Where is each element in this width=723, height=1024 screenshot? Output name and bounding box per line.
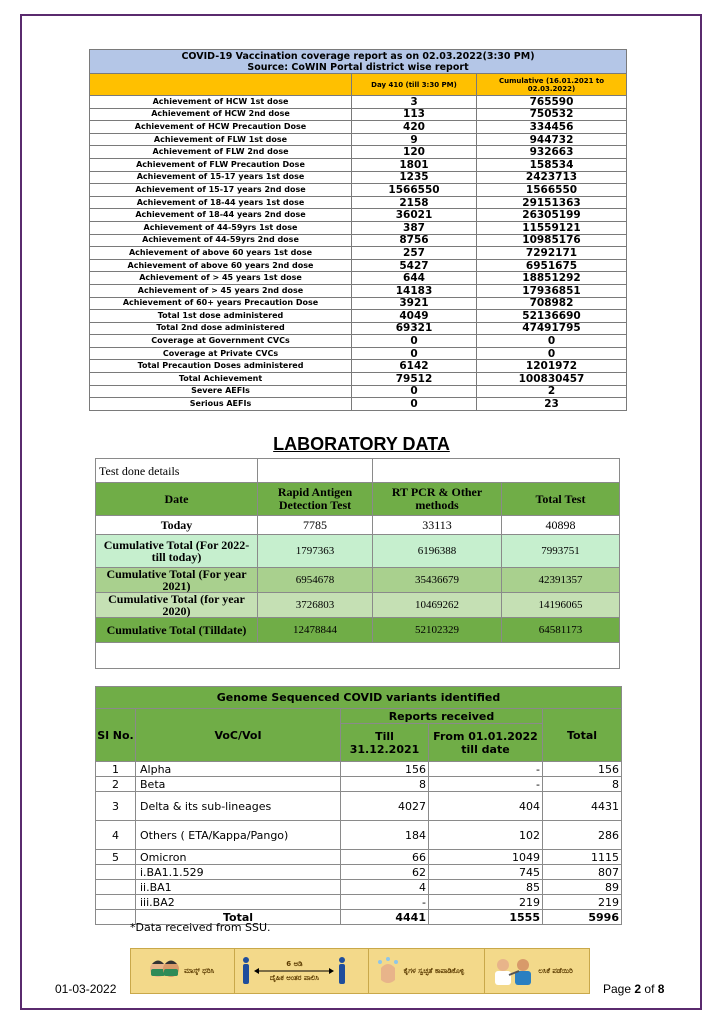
vaccination-row	[90, 398, 627, 411]
genome-sl	[96, 895, 136, 910]
vaccination-day-value: 120	[352, 146, 477, 159]
lab-header-rat: Rapid Antigen Detection Test	[258, 483, 373, 516]
vaccination-row-label: Coverage at Private CVCs	[90, 347, 352, 360]
distance-arrow	[254, 960, 334, 982]
vaccination-title-line1: COVID-19 Vaccination coverage report as on 02.03.2022(3:30 PM)	[181, 50, 535, 62]
lab-total-value: 64581173	[502, 618, 620, 643]
vaccination-day-value: 5427	[352, 259, 477, 272]
vaccination-row	[90, 96, 627, 109]
lab-header-rtpcr: RT PCR & Other methods	[373, 483, 502, 516]
genome-total-value: 807	[543, 865, 622, 880]
genome-till-value: 184	[341, 821, 429, 850]
vaccination-cumulative-value: 7292171	[477, 247, 627, 260]
vaccination-row	[90, 373, 627, 386]
vaccination-day-value: 6142	[352, 360, 477, 373]
vaccination-day-value: 1566550	[352, 184, 477, 197]
vaccination-row-label: Severe AEFIs	[90, 385, 352, 398]
genome-variant-name: Delta & its sub-lineages	[136, 792, 341, 821]
genome-from-value: 1049	[429, 850, 543, 865]
genome-till-value: 4027	[341, 792, 429, 821]
genome-sl: 3	[96, 792, 136, 821]
vaccination-row-label: Achievement of HCW 2nd dose	[90, 108, 352, 121]
header-day: Day 410 (till 3:30 PM)	[352, 74, 477, 96]
banner-handwash-text: ಕೈಗಳ ಸ್ವಚ್ಛತೆ ಕಾಪಾಡಿಕೊಳ್ಳಿ	[403, 967, 465, 975]
header-blank	[90, 74, 352, 96]
vaccination-row-label: Total Achievement	[90, 373, 352, 386]
vaccination-day-value: 36021	[352, 209, 477, 222]
genome-till-value: 156	[341, 762, 429, 777]
vaccination-cumulative-value: 1201972	[477, 360, 627, 373]
genome-row	[96, 895, 622, 910]
genome-total-value: 156	[543, 762, 622, 777]
vaccination-cumulative-value: 23	[477, 398, 627, 411]
vaccination-row	[90, 171, 627, 184]
vaccination-cumulative-value: 11559121	[477, 221, 627, 234]
banner-distance-feet: 6 ಅಡಿ	[286, 960, 303, 968]
page-of: of	[644, 982, 655, 996]
vaccination-cumulative-value: 1566550	[477, 184, 627, 197]
genome-from-value: 745	[429, 865, 543, 880]
banner-mask-text: ಮಾಸ್ಕ್ ಧರಿಸಿ	[184, 967, 215, 975]
lab-rtpcr-value: 33113	[373, 516, 502, 535]
genome-variant-name: iii.BA2	[136, 895, 341, 910]
genome-variant-name: Alpha	[136, 762, 341, 777]
vaccination-cumulative-value: 334456	[477, 121, 627, 134]
lab-row-label: Cumulative Total (For year 2021)	[96, 568, 258, 593]
genome-variant-name: Omicron	[136, 850, 341, 865]
vaccination-cumulative-value: 932663	[477, 146, 627, 159]
genome-from-value: -	[429, 762, 543, 777]
genome-header-voc: VoC/VoI	[136, 709, 341, 762]
vaccination-row	[90, 158, 627, 171]
vaccination-day-value: 0	[352, 335, 477, 348]
genome-row	[96, 762, 622, 777]
blank-cell	[258, 459, 373, 483]
page-total: 8	[657, 982, 665, 996]
vaccination-row-label: Achievement of 18-44 years 2nd dose	[90, 209, 352, 222]
vaccination-day-value: 8756	[352, 234, 477, 247]
lab-row-label: Today	[96, 516, 258, 535]
vaccination-cumulative-value: 2	[477, 385, 627, 398]
vaccination-row-label: Achievement of FLW Precaution Dose	[90, 158, 352, 171]
mask-face-icon	[147, 954, 181, 988]
header-cumulative: Cumulative (16.01.2021 to 02.03.2022)	[477, 74, 627, 96]
genome-total-value: 4431	[543, 792, 622, 821]
genome-sl: 5	[96, 850, 136, 865]
person-icon	[241, 956, 251, 986]
lab-header-date: Date	[96, 483, 258, 516]
vaccination-row	[90, 184, 627, 197]
vaccination-cumulative-value: 18851292	[477, 272, 627, 285]
vaccination-cumulative-value: 158534	[477, 158, 627, 171]
vaccination-row	[90, 209, 627, 222]
vaccination-day-value: 0	[352, 398, 477, 411]
genome-total-value: 8	[543, 777, 622, 792]
vaccination-cumulative-value: 47491795	[477, 322, 627, 335]
vaccination-row-label: Total 1st dose administered	[90, 310, 352, 323]
genome-till-value: 8	[341, 777, 429, 792]
vaccination-row-label: Achievement of HCW Precaution Dose	[90, 121, 352, 134]
genome-total-till: 4441	[341, 910, 429, 925]
genome-row	[96, 792, 622, 821]
vaccination-day-value: 1235	[352, 171, 477, 184]
hand-wash-icon	[375, 956, 401, 986]
vaccination-row	[90, 196, 627, 209]
lab-row-label: Cumulative Total (for year 2020)	[96, 593, 258, 618]
footer-date: 01-03-2022	[55, 982, 117, 996]
genome-till-value: -	[341, 895, 429, 910]
lab-total-value: 40898	[502, 516, 620, 535]
vaccination-cumulative-value: 100830457	[477, 373, 627, 386]
lab-rtpcr-value: 10469262	[373, 593, 502, 618]
vaccination-table	[89, 49, 627, 411]
vaccination-row	[90, 108, 627, 121]
genome-from-value: 85	[429, 880, 543, 895]
banner-distance-text: ದೈಹಿಕ ಅಂತರ ಪಾಲಿಸಿ	[269, 974, 319, 982]
vaccination-row	[90, 272, 627, 285]
genome-rows	[96, 762, 622, 910]
genome-till-value: 4	[341, 880, 429, 895]
vaccination-day-value: 9	[352, 133, 477, 146]
test-done-details: Test done details	[96, 459, 258, 483]
genome-header-from: From 01.01.2022 till date	[429, 724, 543, 762]
genome-from-value: 219	[429, 895, 543, 910]
vaccination-row	[90, 221, 627, 234]
lab-rat-value: 3726803	[258, 593, 373, 618]
vaccination-source: Source: CoWIN Portal district wise report	[247, 61, 469, 73]
vaccination-cumulative-value: 6951675	[477, 259, 627, 272]
vaccination-row-label: Achievement of 44-59yrs 1st dose	[90, 221, 352, 234]
vaccination-cumulative-value: 0	[477, 347, 627, 360]
data-source-note: *Data received from SSU.	[130, 921, 271, 934]
lab-title: LABORATORY DATA	[273, 434, 450, 454]
genome-header-sl: Sl No.	[96, 709, 136, 762]
genome-from-value: 404	[429, 792, 543, 821]
awareness-banner	[130, 948, 590, 994]
page-number	[603, 982, 664, 996]
banner-vaccine-text: ಲಸಿಕೆ ಪಡೆಯಿರಿ	[538, 967, 573, 975]
genome-total-from: 1555	[429, 910, 543, 925]
banner-distance-segment	[234, 949, 347, 993]
vaccination-cumulative-value: 26305199	[477, 209, 627, 222]
vaccination-day-value: 2158	[352, 196, 477, 209]
vaccination-row	[90, 360, 627, 373]
genome-total-value: 1115	[543, 850, 622, 865]
vaccination-row	[90, 146, 627, 159]
person-icon	[337, 956, 347, 986]
lab-row-tilldate	[96, 618, 620, 643]
lab-row-2021	[96, 568, 620, 593]
vaccination-row-label: Achievement of FLW 2nd dose	[90, 146, 352, 159]
vaccination-row-label: Achievement of 15-17 years 1st dose	[90, 171, 352, 184]
vaccination-cumulative-value: 944732	[477, 133, 627, 146]
blank-cell	[373, 459, 620, 483]
lab-rtpcr-value: 35436679	[373, 568, 502, 593]
genome-sl	[96, 880, 136, 895]
vaccination-row-label: Achievement of > 45 years 1st dose	[90, 272, 352, 285]
vaccination-icon	[491, 955, 535, 987]
banner-mask-segment	[147, 949, 214, 993]
vaccination-row	[90, 259, 627, 272]
lab-row-today	[96, 516, 620, 535]
vaccination-rows	[90, 96, 627, 411]
vaccination-row	[90, 234, 627, 247]
vaccination-row-label: Total Precaution Doses administered	[90, 360, 352, 373]
blank-row	[96, 643, 620, 669]
lab-rtpcr-value: 6196388	[373, 535, 502, 568]
genome-variant-name: ii.BA1	[136, 880, 341, 895]
lab-rat-value: 12478844	[258, 618, 373, 643]
vaccination-day-value: 69321	[352, 322, 477, 335]
vaccination-day-value: 644	[352, 272, 477, 285]
vaccination-day-value: 79512	[352, 373, 477, 386]
vaccination-cumulative-value: 10985176	[477, 234, 627, 247]
vaccination-day-value: 1801	[352, 158, 477, 171]
vaccination-day-value: 0	[352, 347, 477, 360]
vaccination-day-value: 3921	[352, 297, 477, 310]
vaccination-cumulative-value: 750532	[477, 108, 627, 121]
genome-total-label: Total	[136, 910, 341, 925]
genome-row	[96, 821, 622, 850]
banner-vaccine-segment	[484, 949, 573, 993]
genome-total-value: 286	[543, 821, 622, 850]
lab-row-label: Cumulative Total (Tilldate)	[96, 618, 258, 643]
genome-total-total: 5996	[543, 910, 622, 925]
genome-from-value: 102	[429, 821, 543, 850]
lab-rat-value: 7785	[258, 516, 373, 535]
vaccination-cumulative-value: 708982	[477, 297, 627, 310]
genome-variant-name: Others ( ETA/Kappa/Pango)	[136, 821, 341, 850]
lab-total-value: 42391357	[502, 568, 620, 593]
lab-table	[95, 458, 620, 669]
vaccination-day-value: 113	[352, 108, 477, 121]
vaccination-row-label: Coverage at Government CVCs	[90, 335, 352, 348]
genome-title: Genome Sequenced COVID variants identified	[96, 687, 622, 709]
vaccination-row-label: Serious AEFIs	[90, 398, 352, 411]
genome-total-value: 89	[543, 880, 622, 895]
vaccination-row	[90, 322, 627, 335]
genome-till-value: 66	[341, 850, 429, 865]
vaccination-title	[90, 50, 627, 74]
genome-sl: 4	[96, 821, 136, 850]
vaccination-day-value: 257	[352, 247, 477, 260]
lab-total-value: 7993751	[502, 535, 620, 568]
genome-header-till: Till 31.12.2021	[341, 724, 429, 762]
lab-row-2020	[96, 593, 620, 618]
page-current: 2	[634, 982, 642, 996]
vaccination-day-value: 4049	[352, 310, 477, 323]
vaccination-row	[90, 347, 627, 360]
vaccination-row-label: Achievement of 60+ years Precaution Dose	[90, 297, 352, 310]
vaccination-row	[90, 284, 627, 297]
genome-header-reports: Reports received	[341, 709, 543, 724]
vaccination-cumulative-value: 17936851	[477, 284, 627, 297]
vaccination-row-label: Achievement of FLW 1st dose	[90, 133, 352, 146]
vaccination-row-label: Achievement of > 45 years 2nd dose	[90, 284, 352, 297]
vaccination-row-label: Achievement of above 60 years 1st dose	[90, 247, 352, 260]
genome-sl: 1	[96, 762, 136, 777]
vaccination-row	[90, 310, 627, 323]
genome-row	[96, 880, 622, 895]
genome-till-value: 62	[341, 865, 429, 880]
vaccination-row-label: Total 2nd dose administered	[90, 322, 352, 335]
vaccination-row-label: Achievement of 18-44 years 1st dose	[90, 196, 352, 209]
vaccination-cumulative-value: 52136690	[477, 310, 627, 323]
genome-row	[96, 850, 622, 865]
vaccination-row-label: Achievement of 15-17 years 2nd dose	[90, 184, 352, 197]
lab-row-2022	[96, 535, 620, 568]
banner-handwash-segment	[368, 949, 465, 993]
lab-rtpcr-value: 52102329	[373, 618, 502, 643]
vaccination-cumulative-value: 29151363	[477, 196, 627, 209]
vaccination-row-label: Achievement of 44-59yrs 2nd dose	[90, 234, 352, 247]
vaccination-row	[90, 385, 627, 398]
genome-table	[95, 686, 622, 925]
vaccination-day-value: 0	[352, 385, 477, 398]
genome-sl: 2	[96, 777, 136, 792]
genome-variant-name: i.BA1.1.529	[136, 865, 341, 880]
vaccination-row	[90, 121, 627, 134]
vaccination-day-value: 3	[352, 96, 477, 109]
vaccination-row	[90, 247, 627, 260]
genome-variant-name: Beta	[136, 777, 341, 792]
vaccination-row	[90, 133, 627, 146]
vaccination-row	[90, 335, 627, 348]
vaccination-row	[90, 297, 627, 310]
vaccination-row-label: Achievement of above 60 years 2nd dose	[90, 259, 352, 272]
genome-total-value: 219	[543, 895, 622, 910]
vaccination-cumulative-value: 2423713	[477, 171, 627, 184]
lab-header-total: Total Test	[502, 483, 620, 516]
vaccination-cumulative-value: 765590	[477, 96, 627, 109]
lab-rat-value: 6954678	[258, 568, 373, 593]
lab-total-value: 14196065	[502, 593, 620, 618]
vaccination-day-value: 14183	[352, 284, 477, 297]
vaccination-day-value: 420	[352, 121, 477, 134]
lab-rat-value: 1797363	[258, 535, 373, 568]
page-prefix: Page	[603, 982, 632, 996]
vaccination-day-value: 387	[352, 221, 477, 234]
genome-sl	[96, 865, 136, 880]
vaccination-row-label: Achievement of HCW 1st dose	[90, 96, 352, 109]
genome-row	[96, 865, 622, 880]
vaccination-cumulative-value: 0	[477, 335, 627, 348]
genome-row	[96, 777, 622, 792]
lab-row-label: Cumulative Total (For 2022- till today)	[96, 535, 258, 568]
genome-from-value: -	[429, 777, 543, 792]
genome-header-total: Total	[543, 709, 622, 762]
